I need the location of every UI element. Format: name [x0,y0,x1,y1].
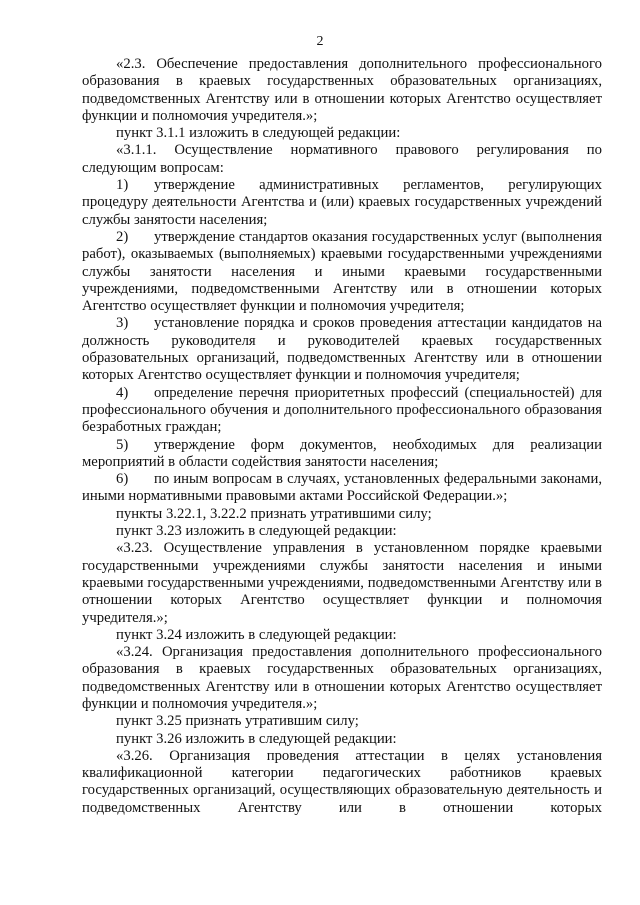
list-item-text: по иным вопросам в случаях, установленных федеральными законами, иными нормативными правовыми актами Российской Федерации.»; [82,471,602,505]
list-number: 5) [116,436,129,453]
list-item-text: установление порядка и сроков проведения аттестации кандидатов на должность руководителя и руководителей краевых государственных образовательных организаций, подведомственных Агентству или в отношении которых Агентство осуществляет функции и полномочия учредителя; [82,315,602,384]
list-item-2 [82,229,602,315]
paragraph-3-23: «3.23. Осуществление управления в установленном порядке краевыми государственными учреждениями службы занятости населения и иными краевыми государственными учреждениями, подведомственными Агентству или в отношении которых Агентство осуществляет функции и полномочия учредителя.»; [82,540,602,626]
list-item-text: утверждение стандартов оказания государственных услуг (выполнения работ), оказываемых (выполняемых) краевыми государственными учреждениями службы занятости населения и иными краевыми государственными учреждениями, подведомственными Агентству или в отношении которых Агентство осуществляет функции и полномочия учредителя; [82,228,602,315]
paragraph-instruction-3-1-1: пункт 3.1.1 изложить в следующей редакции: [116,125,401,142]
list-item-text: определение перечня приоритетных профессий (специальностей) для профессионального обучения и дополнительного профессионального образования безработных граждан; [82,384,602,436]
page-number: 2 [316,34,324,49]
paragraph-repeal-3-25: пункт 3.25 признать утратившим силу; [116,713,359,730]
paragraph-3-26: «3.26. Организация проведения аттестации в целях установления квалификационной категории педагогических работников краевых государственных организаций, осуществляющих образовательную деятельность и подведомственных Агентству или в отношении которых [82,747,602,816]
paragraph-repeal-3-22: пункты 3.22.1, 3.22.2 признать утратившими силу; [116,505,432,522]
list-item-6 [82,471,602,506]
list-number: 1) [116,177,129,194]
list-number: 4) [116,384,129,401]
list-item-5 [82,437,602,472]
list-item-text: утверждение административных регламентов, регулирующих процедуру деятельности Агентства и (или) краевых государственных учреждений службы занятости населения; [82,177,602,228]
list-number: 3) [116,315,129,332]
list-number: 6) [116,471,129,488]
list-item-4 [82,385,602,437]
paragraph-instruction-3-26: пункт 3.26 изложить в следующей редакции: [116,730,397,747]
paragraph-3-1-1: «3.1.1. Осуществление нормативного правового регулирования по следующим вопросам: [82,142,602,176]
list-item-1 [82,177,602,229]
paragraph-instruction-3-24: пункт 3.24 изложить в следующей редакции: [116,626,397,643]
list-item-3 [82,315,602,384]
paragraph-2-3: «2.3. Обеспечение предоставления дополнительного профессионального образования в краевых государственных образовательных организациях, подведомственных Агентству или в отношении которых Агентство осуществляет функции и полномочия учредителя.»; [82,56,602,124]
list-number: 2) [116,228,129,245]
paragraph-3-24: «3.24. Организация предоставления дополнительного профессионального образования в краевых государственных образовательных организациях, подведомственных Агентству или в отношении которых Агентство осуществляет функции и полномочия учредителя.»; [82,644,602,712]
document-body [82,56,602,817]
paragraph-instruction-3-23: пункт 3.23 изложить в следующей редакции: [116,523,397,540]
list-item-text: утверждение форм документов, необходимых для реализации мероприятий в области содействия занятости населения; [82,436,602,470]
